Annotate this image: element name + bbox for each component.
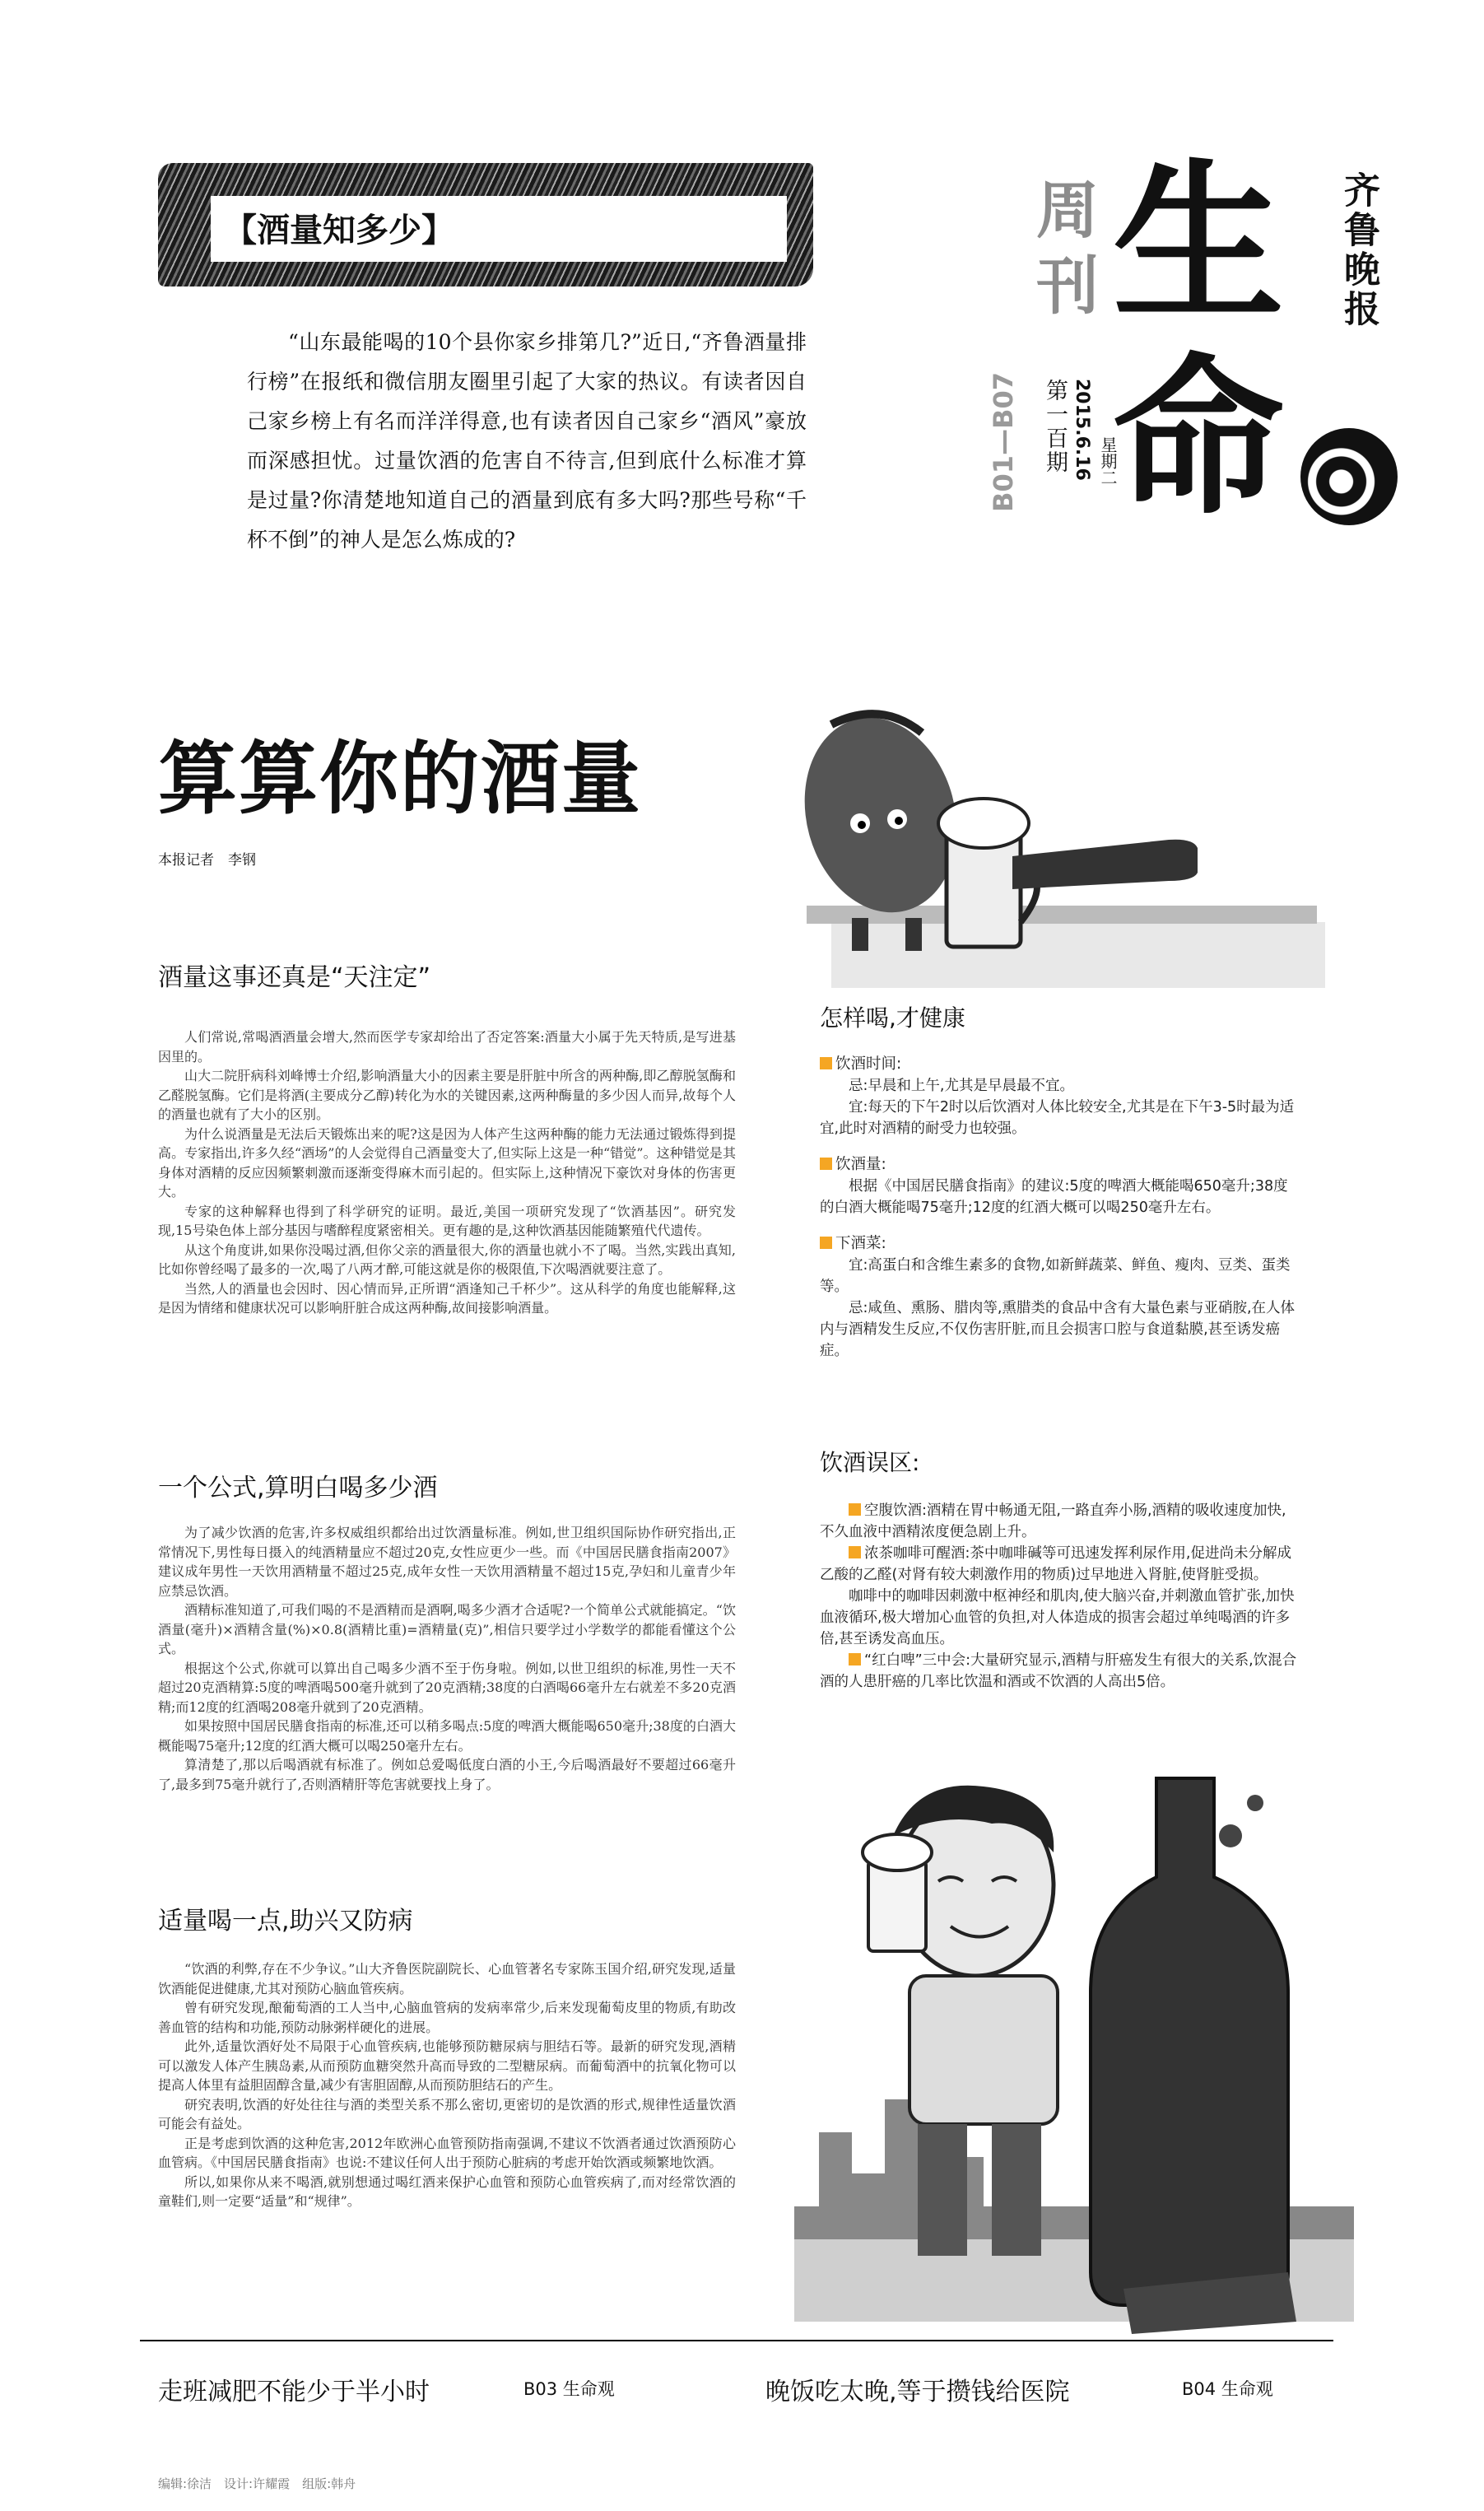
paragraph: 从这个角度讲,如果你没喝过酒,但你父亲的酒量很大,你的酒量也就小不了喝。当然,实践出真知,比如你曾经喝了最多的一次,喝了八两才醉,可能这就是你的极限值,下次喝酒就要注意了。 <box>158 1242 736 1277</box>
section-title-1: 酒量这事还真是“天注定” <box>158 963 431 992</box>
article-headline: 算算你的酒量 <box>158 733 642 825</box>
sidebar-health-body <box>820 1054 1297 1362</box>
paragraph: 人们常说,常喝酒酒量会增大,然而医学专家却给出了否定答案:酒量大小属于先天特质,是写进基因里的。 <box>158 1029 736 1064</box>
swirl-logo-icon <box>1300 428 1398 525</box>
footer-teaser-left[interactable]: 走班减肥不能少于半小时 <box>158 2378 430 2406</box>
paragraph: 忌:咸鱼、熏肠、腊肉等,熏腊类的食品中含有大量色素与亚硝胺,在人体内与酒精发生反应,不仅伤害肝脏,而且会损害口腔与食道黏膜,甚至诱发癌症。 <box>820 1300 1296 1359</box>
issue-weekday: 星期二 <box>1098 436 1118 486</box>
masthead-title-1: 生 <box>1113 145 1284 344</box>
paragraph: 宜:每天的下午2时以后饮酒对人体比较安全,尤其是在下午3-5时最为适宜,此时对酒精的耐受力也较强。 <box>820 1099 1295 1137</box>
paragraph: 空腹饮酒:酒精在胃中畅通无阻,一路直奔小肠,酒精的吸收速度加快,不久血液中酒精浓度便急剧上升。 <box>820 1502 1286 1540</box>
paragraph: 为了减少饮酒的危害,许多权威组织都给出过饮酒量标准。例如,世卫组织国际协作研究指出,正常情况下,男性每日摄入的纯酒精量应不超过20克,女性应更少一些。而《中国居民膳食指南2007》建议成年男性一天饮用酒精量不超过25克,成年女性一天饮用酒精量不超过15克,孕妇和儿童青少年应禁忌饮酒。 <box>158 1525 736 1599</box>
paragraph: 浓茶咖啡可醒酒:茶中咖啡碱等可迅速发挥利尿作用,促进尚未分解成乙酸的乙醛(对肾有较大刺激作用的物质)过早地进入肾脏,使肾脏受损。 <box>820 1545 1291 1583</box>
section-2-body <box>158 1523 736 1794</box>
sidebar-health-title: 怎样喝,才健康 <box>820 1004 965 1032</box>
footer-teaser-right[interactable]: 晚饭吃太晚,等于攒钱给医院 <box>765 2378 1070 2406</box>
sidebar-subhead: 饮酒时间: <box>820 1054 1297 1075</box>
article-byline: 本报记者 李钢 <box>158 852 256 869</box>
paragraph: 此外,适量饮酒好处不局限于心血管疾病,也能够预防糖尿病与胆结石等。最新的研究发现,酒精可以激发人体产生胰岛素,从而预防血糖突然升高而导致的二型糖尿病。而葡萄酒中的抗氧化物可以提高人体里有益胆固醇含量,减少有害胆固醇,从而预防胆结石的产生。 <box>158 2038 736 2093</box>
paragraph: 根据这个公式,你就可以算出自己喝多少酒不至于伤身啦。例如,以世卫组织的标准,男性一天不超过20克酒精算:5度的啤酒喝500毫升就到了20克酒精;38度的白酒喝66毫升左右就差不多20克酒精;而12度的红酒喝208毫升就到了20克酒精。 <box>158 1660 736 1715</box>
intro-tag: 【酒量知多少】 <box>224 212 454 249</box>
paragraph: 酒精标准知道了,可我们喝的不是酒精而是酒啊,喝多少酒才合适呢?一个简单公式就能搞定。“饮酒量(毫升)×酒精含量(%)×0.8(酒精比重)=酒精量(克)”,相信只要学过小学数学的都能看懂这个公式。 <box>158 1602 736 1656</box>
footer-page-right: B04 生命观 <box>1182 2379 1273 2399</box>
sidebar-mistake-body <box>820 1500 1297 1693</box>
masthead-weekly: 周刊 <box>1036 174 1099 323</box>
intro-paragraph: “山东最能喝的10个县你家乡排第几?”近日,“齐鲁酒量排行榜”在报纸和微信朋友圈里引起了大家的热议。有读者因自己家乡榜上有名而洋洋得意,也有读者因自己家乡“酒风”豪放而深感担忧。过量饮酒的危害自不待言,但到底什么标准才算是过量?你清楚地知道自己的酒量到底有多大吗?那些号称“千杯不倒”的神人是怎么炼成的? <box>247 330 807 552</box>
paragraph: 算清楚了,那以后喝酒就有标准了。例如总爱喝低度白酒的小王,今后喝酒最好不要超过66毫升了,最多到75毫升就行了,否则酒精肝等危害就要找上身了。 <box>158 1757 736 1792</box>
square-bullet-icon <box>820 1237 832 1249</box>
paragraph: 当然,人的酒量也会因时、因心情而异,正所谓“酒逢知己千杯少”。这从科学的角度也能解释,这是因为情绪和健康状况可以影响肝脏合成这两种酶,故间接影响酒量。 <box>158 1280 736 1316</box>
newspaper-brand: 齐鲁晚报 <box>1337 171 1379 329</box>
paragraph: 曾有研究发现,酿葡萄酒的工人当中,心脑血管病的发病率常少,后来发现葡萄皮里的物质,有助改善血管的结构和功能,预防动脉粥样硬化的进展。 <box>158 2000 736 2035</box>
footer-divider <box>140 2340 1333 2341</box>
man-bottle-cartoon-icon <box>794 1745 1354 2338</box>
page-range: B01—B07 <box>988 372 1019 512</box>
credits: 编辑:徐洁 设计:许耀霞 组版:韩舟 <box>158 2476 356 2491</box>
potato-beer-cartoon-icon <box>782 683 1342 996</box>
paragraph: 为什么说酒量是无法后天锻炼出来的呢?这是因为人体产生这两种酶的能力无法通过锻炼得到提高。专家指出,许多久经“酒场”的人会觉得自己酒量变大了,但实际上这是一种“错觉”。这种错觉是其身体对酒精的反应因频繁刺激而逐渐变得麻木而引起的。但实际上,这种情况下豪饮对身体的伤害更大。 <box>158 1125 736 1200</box>
paragraph: 山大二院肝病科刘峰博士介绍,影响酒量大小的因素主要是肝脏中所含的两种酶,即乙醇脱氢酶和乙醛脱氢酶。它们是将酒(主要成分乙醇)转化为水的关键因素,这两种酶量的多少因人而异,故每个人的酒量也就有了大小的区别。 <box>158 1068 736 1122</box>
paragraph: 宜:高蛋白和含维生素多的食物,如新鲜蔬菜、鲜鱼、瘦肉、豆类、蛋类等。 <box>820 1257 1291 1295</box>
square-bullet-icon <box>849 1503 861 1516</box>
footer-page-left: B03 生命观 <box>523 2379 615 2399</box>
paragraph: 专家的这种解释也得到了科学研究的证明。最近,美国一项研究发现了“饮酒基因”。研究发现,15号染色体上部分基因与嗜醉程度紧密相关。更有趣的是,这种饮酒基因能随繁殖代代遗传。 <box>158 1203 736 1238</box>
paragraph: 忌:早晨和上午,尤其是早晨最不宜。 <box>849 1078 1074 1094</box>
section-3-body <box>158 1959 736 2211</box>
paragraph: “红白啤”三中会:大量研究显示,酒精与肝癌发生有很大的关系,饮混合酒的人患肝癌的几率比饮温和酒或不饮酒的人高出5倍。 <box>820 1652 1297 1690</box>
sidebar-subhead: 饮酒量: <box>820 1154 1297 1176</box>
sidebar-subhead: 下酒菜: <box>820 1233 1297 1255</box>
paragraph: “饮酒的利弊,存在不少争议。”山大齐鲁医院副院长、心血管著名专家陈玉国介绍,研究发现,适量饮酒能促进健康,尤其对预防心脑血管疾病。 <box>158 1961 736 1996</box>
paragraph: 咖啡中的咖啡因刺激中枢神经和肌肉,使大脑兴奋,并刺激血管扩张,加快血液循环,极大增加心血管的负担,对人体造成的损害会超过单纯喝酒的许多倍,甚至诱发高血压。 <box>820 1588 1295 1647</box>
section-title-2: 一个公式,算明白喝多少酒 <box>158 1474 438 1502</box>
square-bullet-icon <box>849 1546 861 1558</box>
sidebar-mistake-title: 饮酒误区: <box>820 1449 920 1476</box>
square-bullet-icon <box>820 1057 832 1069</box>
square-bullet-icon <box>849 1653 861 1665</box>
paragraph: 如果按照中国居民膳食指南的标准,还可以稍多喝点:5度的啤酒大概能喝650毫升;38度的白酒大概能喝75毫升;12度的红酒大概可以喝250毫升左右。 <box>158 1718 736 1754</box>
masthead-title-2: 命 <box>1113 339 1284 538</box>
section-title-3: 适量喝一点,助兴又防病 <box>158 1907 413 1936</box>
paragraph: 根据《中国居民膳食指南》的建议:5度的啤酒大概能喝650毫升;38度的白酒大概能喝75毫升;12度的红酒大概可以喝250毫升左右。 <box>820 1178 1288 1216</box>
paragraph: 正是考虑到饮酒的这种危害,2012年欧洲心血管预防指南强调,不建议不饮酒者通过饮酒预防心血管病。《中国居民膳食指南》也说:不建议任何人出于预防心脏病的考虑开始饮酒或频繁地饮酒。 <box>158 2135 736 2170</box>
paragraph: 所以,如果你从来不喝酒,就别想通过喝红酒来保护心血管和预防心血管疾病了,而对经常饮酒的童鞋们,则一定要“适量”和“规律”。 <box>158 2173 736 2209</box>
issue-date: 2015.6.16 <box>1072 379 1092 481</box>
square-bullet-icon <box>820 1158 832 1170</box>
issue-number: 第一百期 <box>1042 379 1068 474</box>
paragraph: 研究表明,饮酒的好处往往与酒的类型关系不那么密切,更密切的是饮酒的形式,规律性适量饮酒可能会有益处。 <box>158 2096 736 2131</box>
section-1-body <box>158 1027 736 1318</box>
